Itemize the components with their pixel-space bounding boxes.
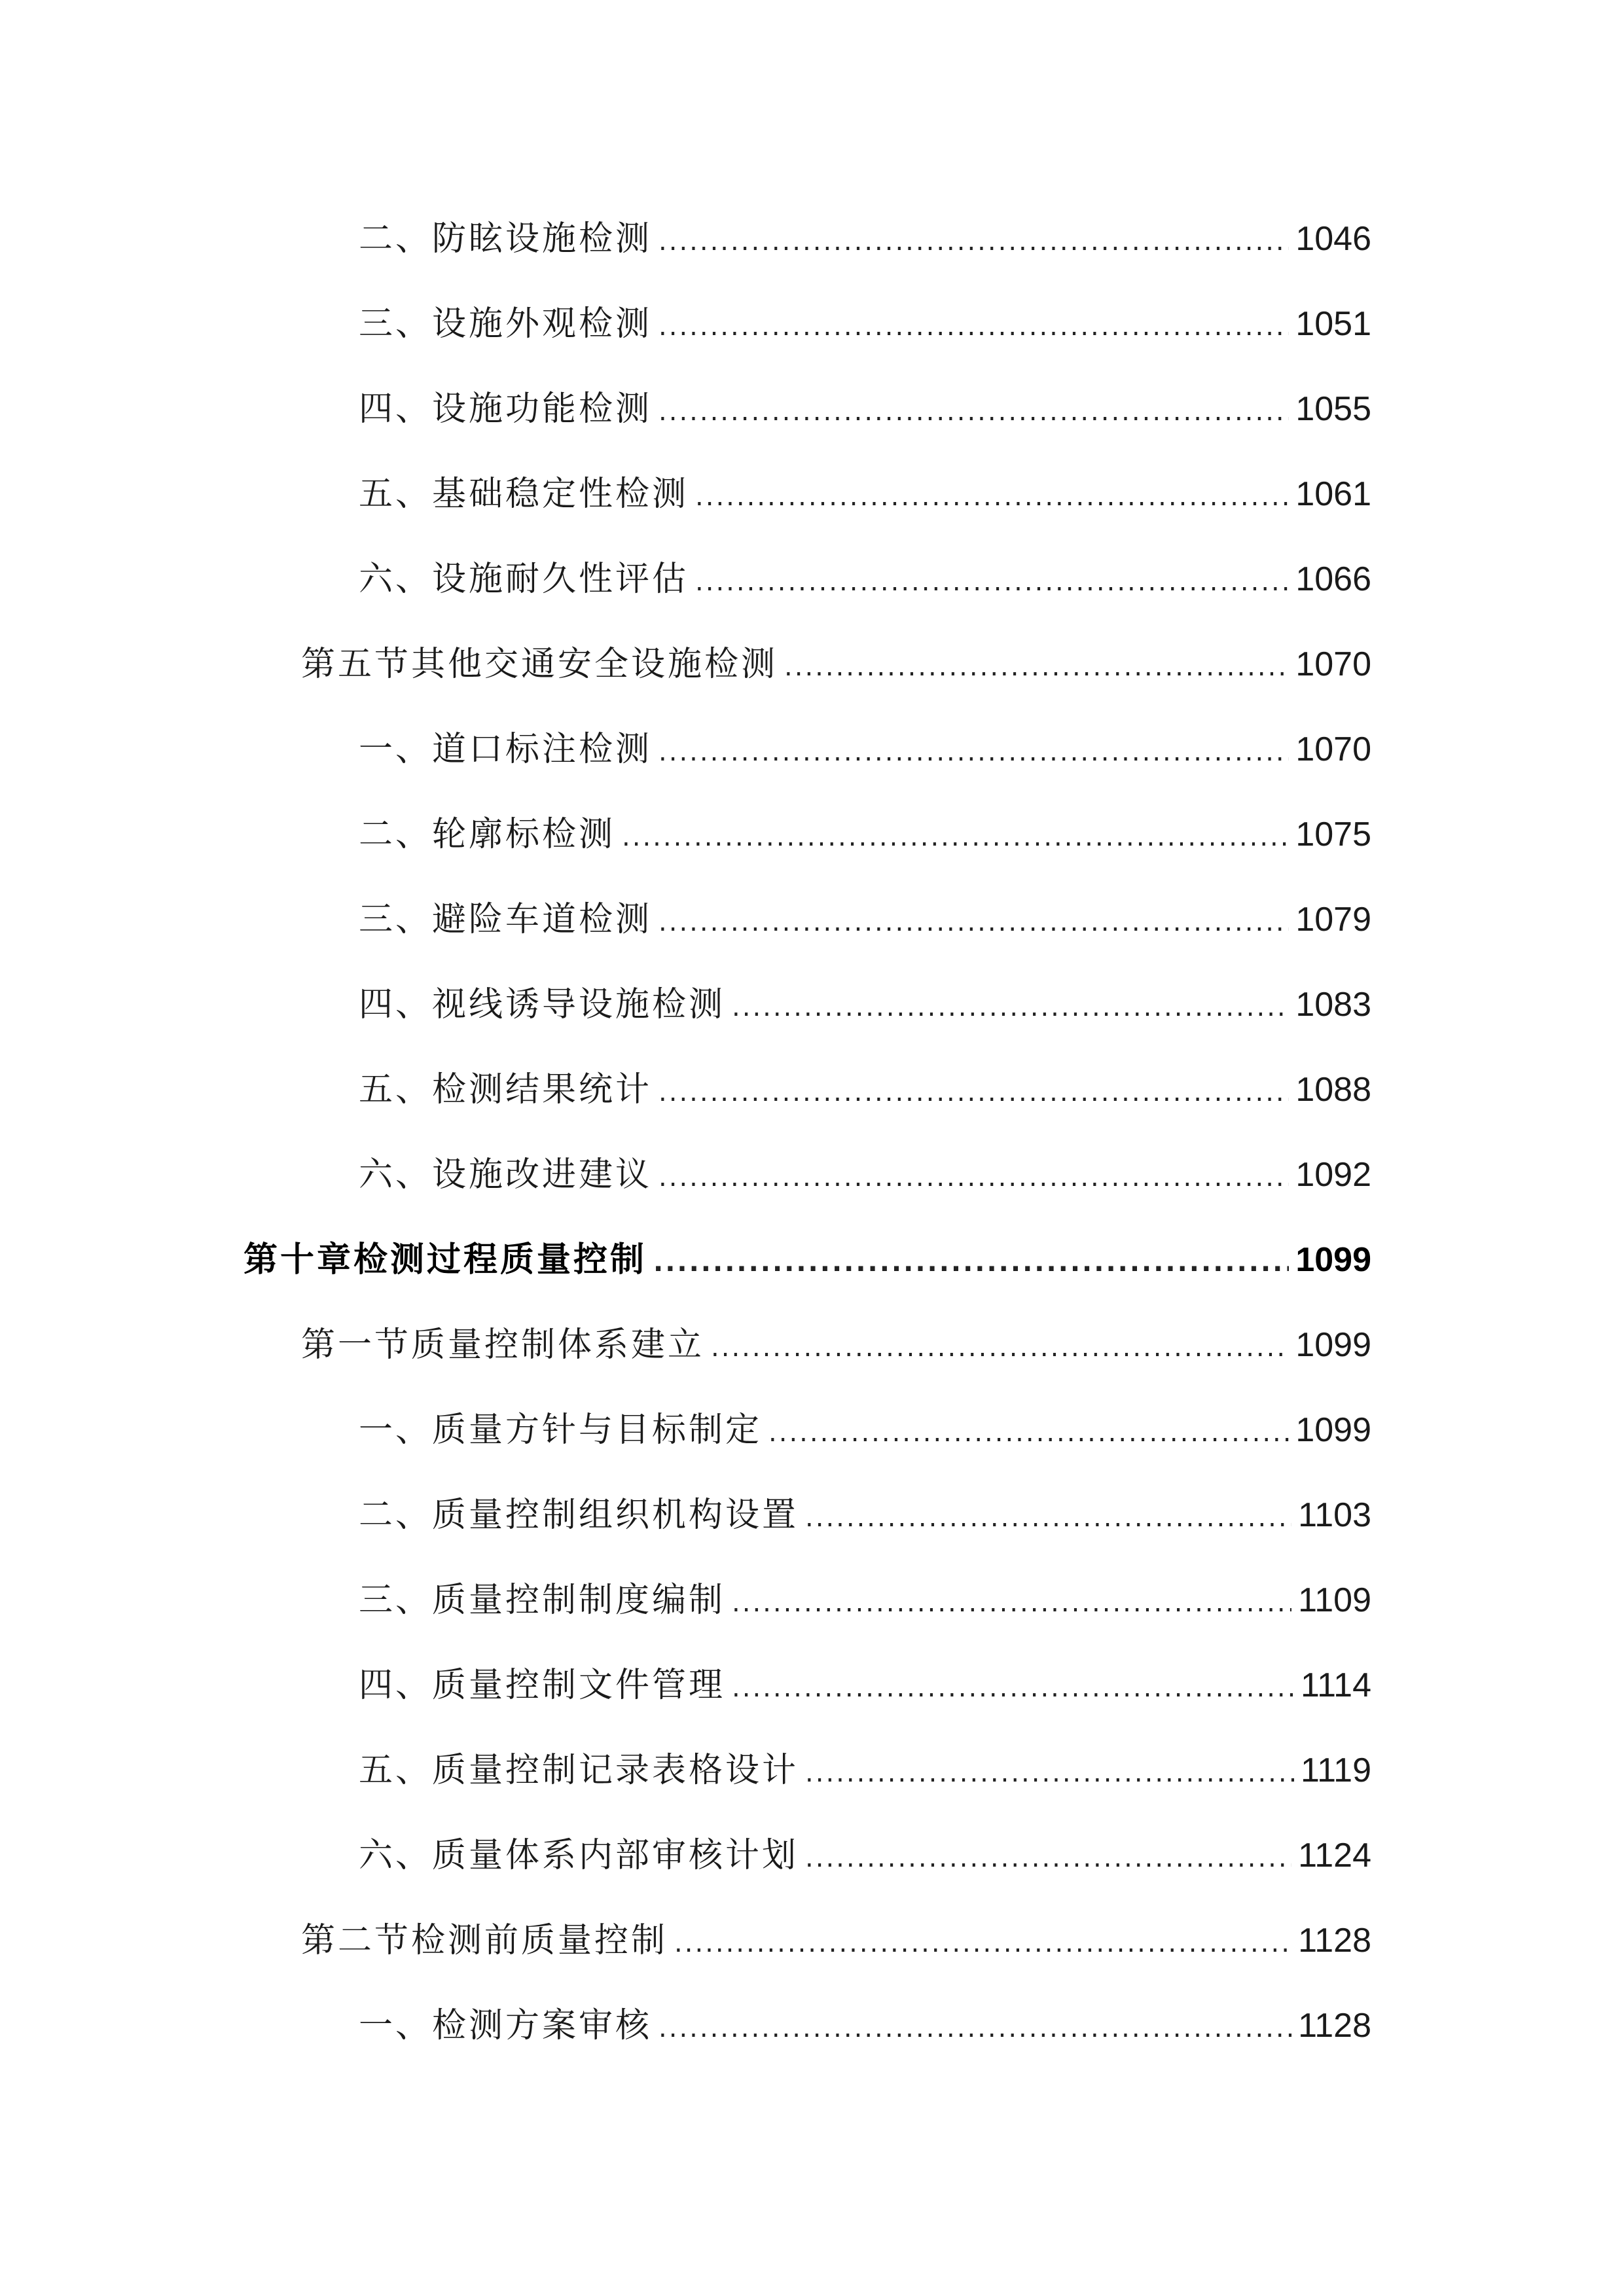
toc-entry-page: 1075 <box>1295 816 1371 853</box>
toc-entry-title: 一、质量方针与目标制定 <box>359 1410 763 1450</box>
toc-entry-page: 1088 <box>1295 1071 1371 1109</box>
toc-entry[interactable] <box>359 978 1371 1031</box>
toc-entry-title: 三、设施外观检测 <box>359 304 653 344</box>
toc-entry-page: 1099 <box>1295 1326 1371 1364</box>
toc-entry-page: 1124 <box>1298 1837 1371 1874</box>
toc-leader-dots <box>711 1321 1289 1374</box>
toc-entry-title: 一、道口标注检测 <box>359 730 653 769</box>
toc-leader-dots <box>653 1236 1289 1289</box>
toc-leader-dots <box>659 215 1289 268</box>
toc-entry-page: 1079 <box>1295 901 1371 939</box>
toc-entry-title: 三、质量控制制度编制 <box>359 1581 726 1620</box>
toc-entry[interactable] <box>359 893 1371 946</box>
toc-entry-title: 四、设施功能检测 <box>359 389 653 429</box>
toc-leader-dots <box>659 2002 1291 2054</box>
toc-leader-dots <box>805 1747 1294 1799</box>
toc-leader-dots <box>805 1492 1291 1544</box>
toc-entry-page: 1128 <box>1298 1922 1371 1960</box>
toc-entry-title: 一、检测方案审核 <box>359 2006 653 2045</box>
toc-entry[interactable] <box>359 383 1371 435</box>
toc-leader-dots <box>732 981 1289 1033</box>
toc-entry-title: 二、防眩设施检测 <box>359 219 653 259</box>
toc-entry-title: 五、基础稳定性检测 <box>359 475 689 514</box>
toc-leader-dots <box>659 1151 1289 1204</box>
toc-leader-dots <box>695 471 1289 523</box>
toc-entry-page: 1092 <box>1295 1156 1371 1194</box>
toc-leader-dots <box>659 726 1289 778</box>
toc-entry-page: 1046 <box>1295 220 1371 258</box>
toc-entry-title: 第二节检测前质量控制 <box>301 1921 668 1960</box>
toc-entry[interactable] <box>359 213 1371 265</box>
toc-entry-title: 第一节质量控制体系建立 <box>301 1325 705 1365</box>
toc-entry[interactable] <box>301 1914 1371 1967</box>
toc-entry-page: 1103 <box>1298 1496 1371 1534</box>
toc-leader-dots <box>622 811 1289 863</box>
toc-entry-title: 第五节其他交通安全设施检测 <box>301 645 778 684</box>
toc-entry-title: 五、检测结果统计 <box>359 1070 653 1109</box>
toc-leader-dots <box>659 1066 1289 1119</box>
toc-entry[interactable] <box>359 1149 1371 1201</box>
toc-entry[interactable] <box>359 1744 1371 1797</box>
toc-leader-dots <box>674 1917 1291 1969</box>
toc-entry-page: 1083 <box>1295 986 1371 1024</box>
toc-entry[interactable] <box>359 468 1371 520</box>
toc-entry-page: 1119 <box>1301 1751 1371 1789</box>
toc-leader-dots <box>695 556 1289 608</box>
toc-entry-title: 四、视线诱导设施检测 <box>359 985 726 1024</box>
toc-leader-dots <box>659 896 1289 948</box>
toc-entry-title: 第十章检测过程质量控制 <box>244 1240 647 1280</box>
toc-entry-title: 六、质量体系内部审核计划 <box>359 1836 799 1875</box>
toc-leader-dots <box>768 1407 1289 1459</box>
toc-leader-dots <box>805 1832 1291 1884</box>
toc-entry-title: 五、质量控制记录表格设计 <box>359 1751 799 1790</box>
toc-leader-dots <box>659 300 1289 353</box>
toc-entry[interactable] <box>359 723 1371 776</box>
toc-entry-title: 二、质量控制组织机构设置 <box>359 1496 799 1535</box>
toc-entry-page: 1070 <box>1295 730 1371 768</box>
toc-entry-page: 1099 <box>1295 1411 1371 1449</box>
toc-leader-dots <box>659 386 1289 438</box>
toc-entry-title: 四、质量控制文件管理 <box>359 1666 726 1705</box>
toc-entry[interactable] <box>359 553 1371 605</box>
toc-entry-title: 六、设施改进建议 <box>359 1155 653 1194</box>
toc-entry-title: 二、轮廓标检测 <box>359 815 616 854</box>
toc-entry-page: 1099 <box>1295 1241 1371 1279</box>
toc-entry-chapter[interactable] <box>244 1234 1371 1286</box>
toc-entry-page: 1128 <box>1298 2007 1371 2045</box>
toc-entry-page: 1114 <box>1301 1666 1371 1704</box>
toc-entry-page: 1061 <box>1295 475 1371 513</box>
toc-entry-page: 1070 <box>1295 645 1371 683</box>
toc-entry[interactable] <box>359 298 1371 350</box>
toc-entry[interactable] <box>359 1659 1371 1712</box>
toc-leader-dots <box>784 641 1289 693</box>
toc-entry[interactable] <box>359 1404 1371 1456</box>
toc-entry[interactable] <box>301 638 1371 691</box>
toc-entry-title: 三、避险车道检测 <box>359 900 653 939</box>
toc-entry-page: 1055 <box>1295 390 1371 428</box>
toc-entry-page: 1109 <box>1298 1581 1371 1619</box>
toc-entry-title: 六、设施耐久性评估 <box>359 560 689 599</box>
toc-entry[interactable] <box>359 1574 1371 1626</box>
toc-entry-page: 1051 <box>1295 305 1371 343</box>
toc-entry[interactable] <box>359 1829 1371 1882</box>
toc-entry-page: 1066 <box>1295 560 1371 598</box>
toc-entry[interactable] <box>301 1319 1371 1371</box>
toc-leader-dots <box>732 1662 1294 1714</box>
toc-entry[interactable] <box>359 1064 1371 1116</box>
toc-entry[interactable] <box>359 808 1371 861</box>
toc-leader-dots <box>732 1577 1291 1629</box>
toc-entry[interactable] <box>359 2000 1371 2052</box>
toc-entry[interactable] <box>359 1489 1371 1541</box>
